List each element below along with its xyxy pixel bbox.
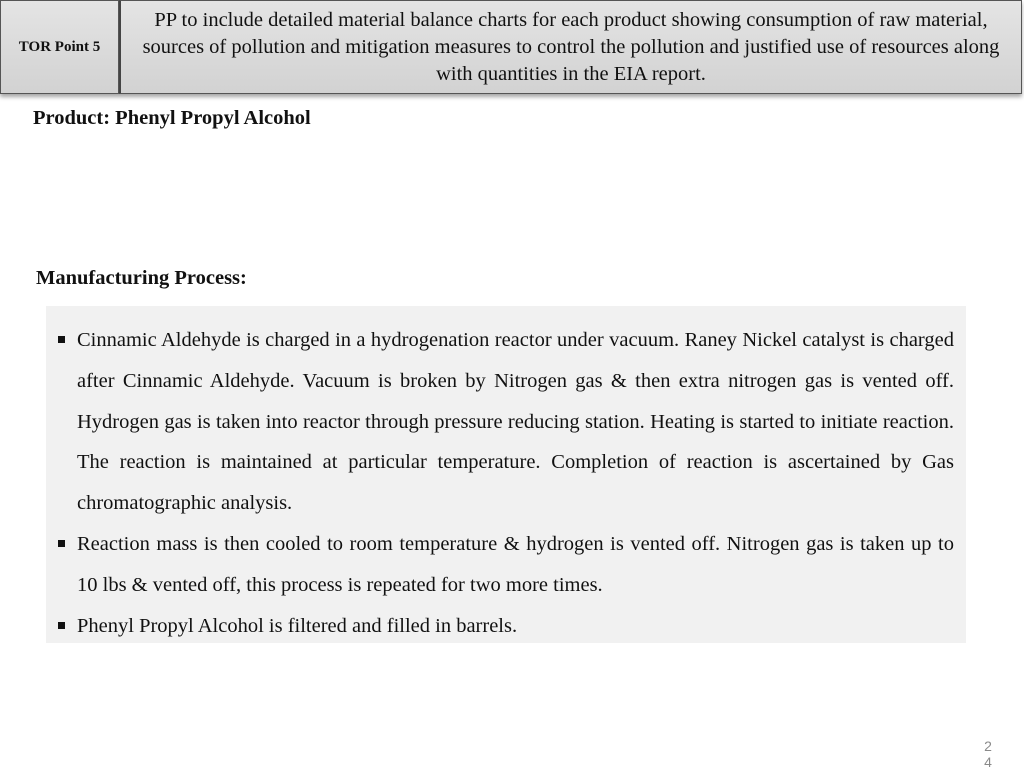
manufacturing-process-box: [46, 306, 966, 643]
tor-header: [0, 0, 1022, 94]
square-bullet-icon: [58, 540, 65, 547]
process-step-text: Cinnamic Aldehyde is charged in a hydrogenation reactor under vacuum. Raney Nickel catalyst is charged after Cinnamic Aldehyde. Vacuum is broken by Nitrogen gas & then extra nitrogen gas is vented off. Hydrogen gas is taken into reactor through pressure reducing station. Heating is started to initiate reaction. The reaction is maintained at particular temperature. Completion of reaction is ascertained by Gas chromatographic analysis.: [77, 329, 954, 515]
process-step: [46, 320, 954, 524]
product-title: Product: Phenyl Propyl Alcohol: [33, 107, 311, 129]
tor-point-label: TOR Point 5: [0, 0, 119, 94]
square-bullet-icon: [58, 622, 65, 629]
tor-point-text: PP to include detailed material balance charts for each product showing consumption of raw material, sources of pollution and mitigation measures to control the pollution and justified use of resources along with quantities in the EIA report.: [119, 0, 1022, 94]
process-step-text: Phenyl Propyl Alcohol is filtered and filled in barrels.: [77, 614, 518, 637]
manufacturing-process-heading: Manufacturing Process:: [36, 267, 247, 289]
square-bullet-icon: [58, 336, 65, 343]
process-step: [46, 524, 954, 606]
process-steps-list: [46, 320, 954, 646]
page-number: 24: [984, 738, 992, 768]
process-step-text: Reaction mass is then cooled to room temperature & hydrogen is vented off. Nitrogen gas is taken up to 10 lbs & vented off, this process is repeated for two more times.: [77, 532, 954, 596]
process-step: [46, 606, 954, 647]
